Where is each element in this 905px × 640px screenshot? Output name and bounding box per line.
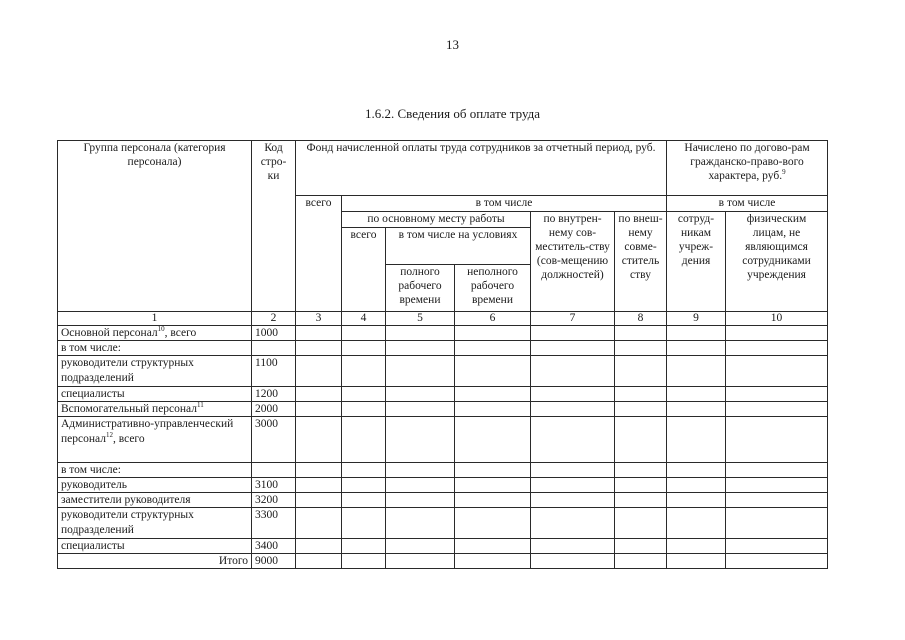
value-cell[interactable] [615,478,667,493]
value-cell[interactable] [726,356,828,387]
value-cell[interactable] [455,508,531,539]
value-cell[interactable] [615,463,667,478]
value-cell[interactable] [455,554,531,569]
table-row [58,402,828,417]
value-cell[interactable] [726,508,828,539]
table-row [58,539,828,554]
value-cell[interactable] [296,417,342,463]
column-number: 5 [386,312,455,326]
value-cell[interactable] [615,417,667,463]
value-cell[interactable] [667,554,726,569]
row-label: заместители руководителя [58,493,252,508]
column-number: 3 [296,312,342,326]
value-cell[interactable] [296,478,342,493]
value-cell[interactable] [342,356,386,387]
value-cell[interactable] [531,417,615,463]
value-cell[interactable] [342,341,386,356]
value-cell[interactable] [386,508,455,539]
value-cell[interactable] [386,387,455,402]
header-civil: Начислено по догово-рам гражданско-право-вого характера, руб.$^9$ [667,141,828,196]
value-cell[interactable] [455,326,531,341]
row-code [252,463,296,478]
value-cell[interactable] [531,402,615,417]
wages-table [57,140,828,569]
column-number: 7 [531,312,615,326]
value-cell[interactable] [531,387,615,402]
value-cell[interactable] [455,539,531,554]
column-number: 10 [726,312,828,326]
row-code: 1200 [252,387,296,402]
row-code: 1100 [252,356,296,387]
value-cell[interactable] [667,387,726,402]
row-label: руководители структурных подразделений [58,508,252,539]
value-cell[interactable] [667,341,726,356]
value-cell[interactable] [386,493,455,508]
page-number: 13 [446,37,459,52]
footnote-9: 9 [782,168,786,177]
row-code: 3000 [252,417,296,463]
header-internal: по внутрен-нему сов-меститель-ству (сов-мещению должностей) [531,212,615,312]
value-cell[interactable] [296,402,342,417]
value-cell[interactable] [667,417,726,463]
value-cell[interactable] [296,463,342,478]
table-row [58,341,828,356]
header-main-total: всего [342,228,386,312]
row-code [252,341,296,356]
value-cell[interactable] [296,539,342,554]
column-number: 2 [252,312,296,326]
value-cell[interactable] [615,402,667,417]
value-cell[interactable] [386,417,455,463]
value-cell[interactable] [296,554,342,569]
value-cell[interactable] [386,326,455,341]
table-row [58,463,828,478]
value-cell[interactable] [667,326,726,341]
value-cell[interactable] [667,508,726,539]
column-numbers-row [58,312,828,326]
value-cell[interactable] [531,356,615,387]
value-cell[interactable] [726,493,828,508]
value-cell[interactable] [386,463,455,478]
column-number: 6 [455,312,531,326]
value-cell[interactable] [615,554,667,569]
value-cell[interactable] [455,341,531,356]
header-main-conditions: в том числе на условиях [386,228,531,265]
value-cell[interactable] [455,356,531,387]
header-employees: сотруд-никам учреж-дения [667,212,726,312]
value-cell[interactable] [455,402,531,417]
value-cell[interactable] [342,478,386,493]
header-individuals: физическим лицам, не являющимся сотрудниками учреждения [726,212,828,312]
value-cell[interactable] [531,478,615,493]
value-cell[interactable] [667,493,726,508]
value-cell[interactable] [386,341,455,356]
value-cell[interactable] [342,508,386,539]
value-cell[interactable] [726,387,828,402]
table-row [58,326,828,341]
table-row [58,387,828,402]
header-fund: Фонд начисленной оплаты труда сотрудников за отчетный период, руб. [296,141,667,196]
column-number: 9 [667,312,726,326]
value-cell[interactable] [455,417,531,463]
column-number: 4 [342,312,386,326]
row-label: в том числе: [58,463,252,478]
value-cell[interactable] [296,341,342,356]
value-cell[interactable] [342,402,386,417]
header-part-time: неполного рабочего времени [455,265,531,312]
value-cell[interactable] [726,402,828,417]
value-cell[interactable] [296,356,342,387]
row-code: 3100 [252,478,296,493]
header-code: Код стро-ки [252,141,296,312]
value-cell[interactable] [667,539,726,554]
table-row [58,554,828,569]
value-cell[interactable] [342,554,386,569]
value-cell[interactable] [726,326,828,341]
section-title: 1.6.2. Сведения об оплате труда [364,106,541,121]
row-label: Итого [58,554,252,569]
row-code: 3400 [252,539,296,554]
header-external: по внеш-нему совме-ститель ству [615,212,667,312]
header-main-place: по основному месту работы [342,212,531,228]
value-cell[interactable] [615,508,667,539]
value-cell[interactable] [726,417,828,463]
value-cell[interactable] [667,402,726,417]
row-code: 3300 [252,508,296,539]
value-cell[interactable] [296,326,342,341]
value-cell[interactable] [531,554,615,569]
value-cell[interactable] [455,493,531,508]
value-cell[interactable] [455,387,531,402]
value-cell[interactable] [531,493,615,508]
column-number: 1 [58,312,252,326]
value-cell[interactable] [342,493,386,508]
value-cell[interactable] [296,493,342,508]
value-cell[interactable] [386,356,455,387]
header-including: в том числе [342,196,667,212]
table-row [58,493,828,508]
value-cell[interactable] [726,463,828,478]
value-cell[interactable] [342,463,386,478]
value-cell[interactable] [726,478,828,493]
table-row [58,478,828,493]
row-label: руководители структурных подразделений [58,356,252,387]
row-code: 1000 [252,326,296,341]
value-cell[interactable] [667,356,726,387]
row-code: 2000 [252,402,296,417]
value-cell[interactable] [615,539,667,554]
value-cell[interactable] [531,341,615,356]
value-cell[interactable] [531,326,615,341]
header-total: всего [296,196,342,312]
value-cell[interactable] [615,493,667,508]
value-cell[interactable] [386,478,455,493]
value-cell[interactable] [615,356,667,387]
value-cell[interactable] [667,463,726,478]
footnote-marker: 10 [157,325,165,334]
footnote-marker: 12 [105,431,113,440]
value-cell[interactable] [615,326,667,341]
column-number: 8 [615,312,667,326]
value-cell[interactable] [386,554,455,569]
row-code: 3200 [252,493,296,508]
value-cell[interactable] [667,478,726,493]
row-label: руководитель [58,478,252,493]
value-cell[interactable] [726,554,828,569]
table-row [58,508,828,539]
value-cell[interactable] [342,417,386,463]
row-label: специалисты [58,539,252,554]
value-cell[interactable] [386,539,455,554]
row-code: 9000 [252,554,296,569]
value-cell[interactable] [726,539,828,554]
value-cell[interactable] [296,387,342,402]
row-label: Основной персонал$^{10}$, всего [58,326,252,341]
header-full-time: полного рабочего времени [386,265,455,312]
value-cell[interactable] [342,387,386,402]
value-cell[interactable] [386,402,455,417]
table-row [58,417,828,463]
value-cell[interactable] [726,341,828,356]
row-label: в том числе: [58,341,252,356]
header-civil-including: в том числе [667,196,828,212]
value-cell[interactable] [342,539,386,554]
row-label: Вспомогательный персонал$^{11}$ [58,402,252,417]
value-cell[interactable] [615,387,667,402]
table-row [58,356,828,387]
value-cell[interactable] [531,508,615,539]
value-cell[interactable] [615,341,667,356]
row-label: специалисты [58,387,252,402]
value-cell[interactable] [342,326,386,341]
value-cell[interactable] [296,508,342,539]
row-label: Административно-управленческий персонал$^{12}$, всего [58,417,252,463]
header-group: Группа персонала (категория персонала) [58,141,252,312]
value-cell[interactable] [455,463,531,478]
value-cell[interactable] [455,478,531,493]
value-cell[interactable] [531,463,615,478]
value-cell[interactable] [531,539,615,554]
footnote-marker: 11 [197,401,204,410]
